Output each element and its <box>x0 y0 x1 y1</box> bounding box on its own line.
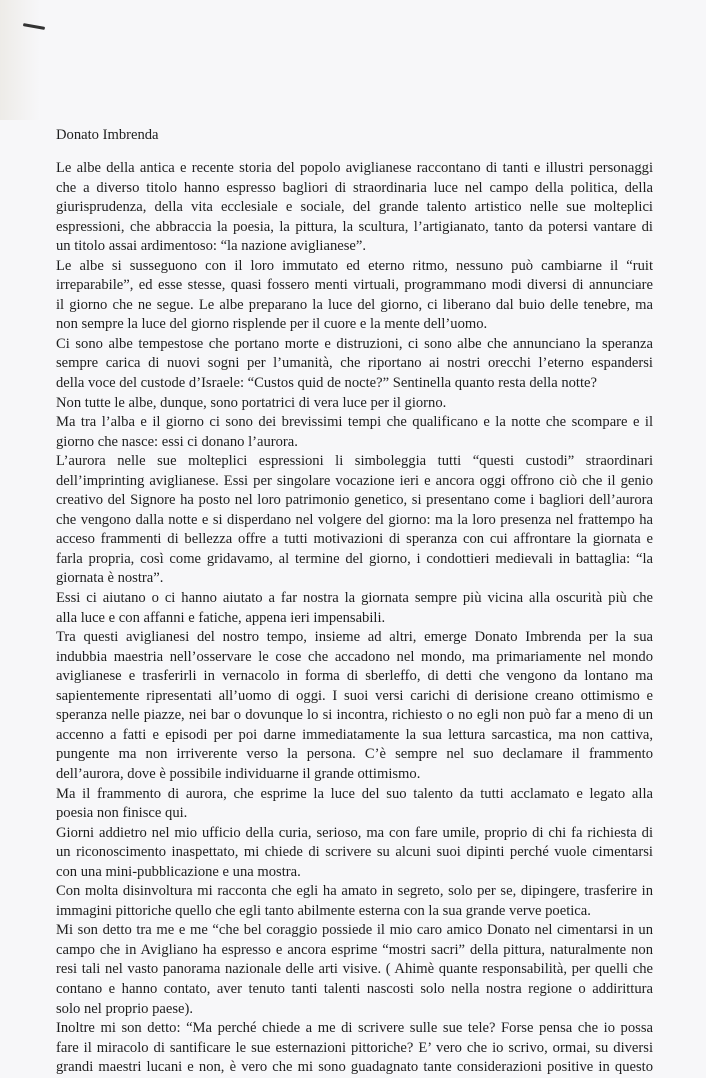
text-line: un titolo assai ardimentoso: “la nazione aviglianese”. <box>56 238 367 255</box>
text-line: solo nel proprio paese). <box>56 1000 193 1017</box>
text-line: aviglianese e trasferirli in vernacolo in forma di sberleffo, di detti che vengono da lontano ma <box>56 668 653 685</box>
text-line: sempre carica di nuovi sogni per l’umanità, che riportano ai nostri orecchi l’eterno espandersi <box>56 355 653 372</box>
text-line: Tra questi aviglianesi del nostro tempo, insieme ad altri, emerge Donato Imbrenda per la sua <box>56 629 653 646</box>
text-line: espressioni, che abbraccia la poesia, la pittura, la scultura, l’artigianato, tanto da potersi vantare di <box>56 218 653 235</box>
text-line: della voce del custode d’Israele: “Custos quid de nocte?” Sentinella quanto resta della notte? <box>56 375 597 392</box>
text-line: creativo del Signore ha posto nel loro patrimonio genetico, si presentano come i bagliori dell’aurora <box>56 492 653 509</box>
text-line: contano e hanno contato, aver tenuto tanti talenti nascosti solo nella nostra regione o addirittura <box>56 980 653 997</box>
text-line: grandi maestri lucani e non, è vero che mi sono guadagnato tante considerazioni positive in questo <box>56 1059 653 1076</box>
text-line: che a diverso titolo hanno espresso bagliori di straordinaria luce nel campo della politica, della <box>56 179 653 196</box>
text-line: Inoltre mi son detto: “Ma perché chiede a me di scrivere sulle sue tele? Forse pensa che io possa <box>56 1020 653 1037</box>
text-line: con una mini-pubblicazione e una mostra. <box>56 863 301 880</box>
text-line: Mi son detto tra me e me “che bel coraggio possiede il mio caro amico Donato nel cimentarsi in un <box>56 922 653 939</box>
text-line: resi tali nel vasto panorama nazionale delle arti visive. ( Ahimè quante responsabilità, per quelli che <box>56 961 653 978</box>
text-line: dell’imprinting aviglianese. Essi per singolare vocazione ieri e ancora oggi offrono ciò che il genio <box>56 472 653 489</box>
text-line: accenno a fatti e episodi per poi darne immediatamente la sua lettura sarcastica, ma non cattiva, <box>56 726 653 743</box>
text-line: Non tutte le albe, dunque, sono portatrici di vera luce per il giorno. <box>56 394 447 411</box>
text-line: dell’aurora, dove è possibile individuarne il grande ottimismo. <box>56 765 421 782</box>
text-line: alla luce e con affanni e fatiche, appena ieri impensabili. <box>56 609 386 626</box>
text-line: indubbia maestria nell’osservare le cose che accadono nel mondo, ma primariamente nel mondo <box>56 648 653 665</box>
text-line: giurisprudenza, della vita ecclesiale e sociale, del grande talento artistico nelle sue molteplici <box>56 199 653 216</box>
text-line: farla propria, così come gridavamo, al termine del giorno, i condottieri medievali in battaglia: “la <box>56 550 653 567</box>
text-line: giorno che nasce: essi ci donano l’aurora. <box>56 433 298 450</box>
text-line: irreparabile”, ed esse stesse, quasi fossero menti virtuali, programmano modi diversi di annunciare <box>56 277 653 294</box>
text-line: giornata è nostra”. <box>56 570 164 587</box>
text-line: campo che in Avigliano ha espresso e ancora esprime “mostri sacri” della pittura, naturalmente non <box>56 941 653 958</box>
text-line: L’aurora nelle sue molteplici espressioni li simboleggia tutti “questi custodi” straordinari <box>56 453 653 470</box>
text-line: Giorni addietro nel mio ufficio della curia, serioso, ma con fare umile, proprio di chi fa richiesta di <box>56 824 653 841</box>
text-line: Ci sono albe tempestose che portano morte e distruzioni, ci sono albe che annunciano la speranza <box>56 335 653 352</box>
text-line: Ma tra l’alba e il giorno ci sono dei brevissimi tempi che qualificano e la notte che scompare e il <box>56 414 653 431</box>
text-line: Essi ci aiutano o ci hanno aiutato a far nostra la giornata sempre più vicina alla oscurità più che <box>56 590 653 607</box>
text-line: sapientemente ripresentati all’uomo di oggi. I suoi versi carichi di derisione creano ottimismo e <box>56 687 653 704</box>
text-line: fare il miracolo di santificare le sue esternazioni pittoriche? E’ vero che io scrivo, ormai, su diversi <box>56 1039 653 1056</box>
document-heading: Donato Imbrenda <box>56 127 159 143</box>
document-body <box>56 159 653 1078</box>
text-line: poesia non finisce qui. <box>56 805 188 822</box>
text-line: Ma il frammento di aurora, che esprime la luce del suo talento da tutti acclamato e legato alla <box>56 785 653 802</box>
text-line: un riconoscimento inaspettato, mi chiede di scrivere su alcuni suoi dipinti perché vuole cimentarsi <box>56 844 653 861</box>
text-line: immagini pittoriche quello che egli tanto abilmente esterna con la sua grande verve poetica. <box>56 902 591 919</box>
text-line: non sempre la luce del giorno risplende per il cuore e la mente dell’uomo. <box>56 316 488 333</box>
text-line: acceso frammenti di bellezza offre a tutti motivazioni di speranza con cui affrontare la giornata e <box>56 531 653 548</box>
text-line: Con molta disinvoltura mi racconta che egli ha amato in segreto, solo per se, dipingere, trasferire in <box>56 883 653 900</box>
text-line: Le albe della antica e recente storia del popolo aviglianese raccontano di tanti e illustri personaggi <box>56 160 653 176</box>
text-line: Le albe si susseguono con il loro immutato ed eterno ritmo, nessuno può cambiarne il “ruit <box>56 257 653 274</box>
text-line: il giorno che ne segue. Le albe preparano la luce del giorno, ci liberano dal buio delle tenebre, ma <box>56 296 653 313</box>
text-line: pungente ma non irriverente verso la persona. C’è sempre nel suo declamare il frammento <box>56 746 653 763</box>
text-line: che vengono dalla notte e si disperdano nel volgere del giorno: ma la loro presenza nel frattempo ha <box>56 511 653 528</box>
page-shadow <box>0 0 40 120</box>
text-line: speranza nelle piazze, nei bar o dovunque lo si incontra, richiesto o no egli non può far a meno di un <box>56 707 653 724</box>
